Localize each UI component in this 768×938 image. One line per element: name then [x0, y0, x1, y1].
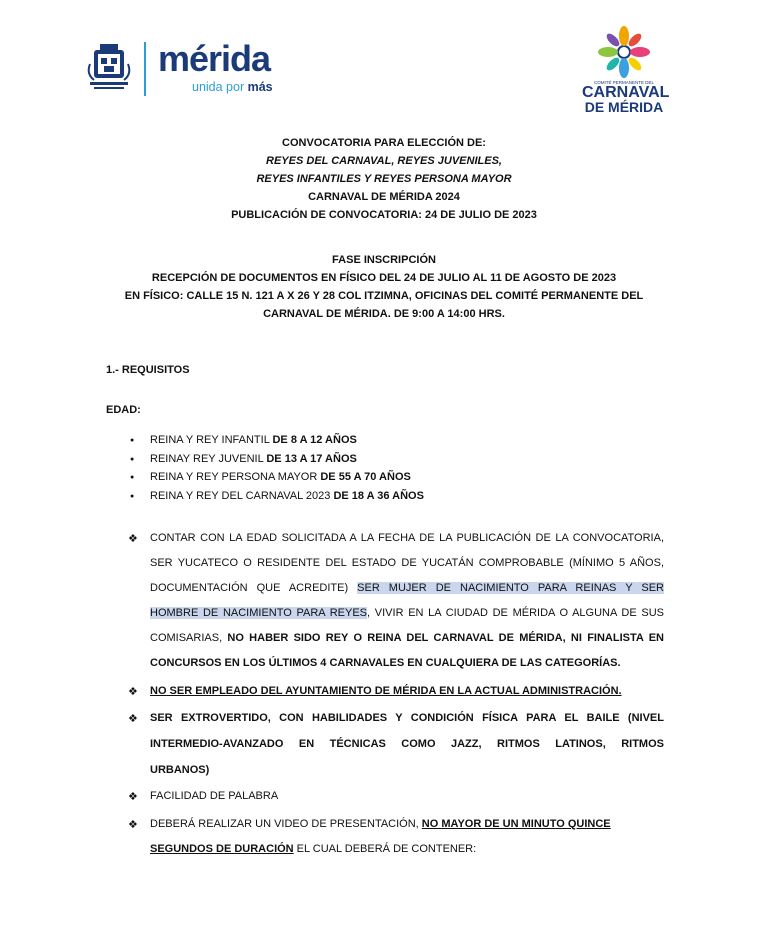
diamond-bullet-icon: ❖	[128, 791, 138, 803]
req1-line-5: COMISARIAS, NO HABER SIDO REY O REINA DEL CARNAVAL DE MÉRIDA, NI FINALISTA EN	[150, 632, 664, 644]
list-item: ● REINA Y REY DEL CARNAVAL 2023 DE 18 A 36 AÑOS	[130, 490, 424, 509]
req1-line-6: CONCURSOS EN LOS ÚLTIMOS 4 CARNAVALES EN CUALQUIERA DE LAS CATEGORÍAS.	[150, 657, 621, 669]
section-heading: 1.- REQUISITOS	[106, 364, 190, 376]
req1-line-1: CONTAR CON LA EDAD SOLICITADA A LA FECHA DE LA PUBLICACIÓN DE LA CONVOCATORIA,	[150, 532, 664, 544]
title-line-4: CARNAVAL DE MÉRIDA 2024	[308, 191, 460, 203]
fase-line-4: CARNAVAL DE MÉRIDA. DE 9:00 A 14:00 HRS.	[263, 308, 505, 320]
req1-line-4: HOMBRE DE NACIMIENTO PARA REYES, VIVIR EN LA CIUDAD DE MÉRIDA O ALGUNA DE SUS	[150, 607, 665, 619]
logo-divider	[144, 42, 146, 96]
fase-line-2: RECEPCIÓN DE DOCUMENTOS EN FÍSICO DEL 24 DE JULIO AL 11 DE AGOSTO DE 2023	[151, 272, 617, 284]
req5-line-2: SEGUNDOS DE DURACIÓN EL CUAL DEBERÁ DE CONTENER:	[150, 843, 477, 855]
carnaval-logo	[582, 26, 670, 122]
diamond-bullet-icon: ❖	[128, 533, 138, 545]
diamond-bullet-icon: ❖	[128, 819, 138, 831]
carnaval-flower-icon	[594, 26, 654, 78]
merida-wordmark: mérida	[158, 38, 271, 79]
carnaval-logo-title: CARNAVAL	[582, 84, 670, 101]
carnaval-logo-committee: COMITÉ PERMANENTE DEL	[593, 80, 654, 85]
req5-line-1: DEBERÁ REALIZAR UN VIDEO DE PRESENTACIÓN, NO MAYOR DE UN MINUTO QUINCE	[150, 818, 611, 830]
req3-line-2: INTERMEDIO-AVANZADO EN TÉCNICAS COMO JAZZ, RITMOS LATINOS, RITMOS	[150, 738, 664, 750]
diamond-bullet-icon: ❖	[128, 686, 138, 698]
req1-line-3: DOCUMENTACIÓN QUE ACREDITE) SER MUJER DE NACIMIENTO PARA REINAS Y SER	[150, 582, 664, 594]
list-item: ● REINA Y REY INFANTIL DE 8 A 12 AÑOS	[130, 434, 424, 453]
carnaval-logo-subtitle: DE MÉRIDA	[584, 99, 664, 115]
list-item: ● REINA Y REY PERSONA MAYOR DE 55 A 70 AÑOS	[130, 471, 424, 490]
req3-line-1: SER EXTROVERTIDO, CON HABILIDADES Y CONDICIÓN FÍSICA PARA EL BAILE (NIVEL	[150, 712, 664, 724]
diamond-bullet-icon: ❖	[128, 713, 138, 725]
title-line-5: PUBLICACIÓN DE CONVOCATORIA: 24 DE JULIO DE 2023	[231, 209, 537, 221]
fase-line-1: FASE INSCRIPCIÓN	[332, 254, 436, 266]
req4-text: FACILIDAD DE PALABRA	[150, 790, 279, 802]
edad-label: EDAD:	[106, 404, 141, 416]
req1-line-2: SER YUCATECO O RESIDENTE DEL ESTADO DE YUCATÁN COMPROBABLE (MÍNIMO 5 AÑOS,	[150, 557, 664, 569]
age-list	[130, 434, 424, 508]
list-item: ● REINAY REY JUVENIL DE 13 A 17 AÑOS	[130, 453, 424, 472]
title-line-1: CONVOCATORIA PARA ELECCIÓN DE:	[282, 137, 486, 149]
city-seal-icon	[86, 44, 132, 92]
merida-tagline: unida por más	[192, 80, 273, 94]
title-line-3: REYES INFANTILES Y REYES PERSONA MAYOR	[256, 173, 512, 185]
req3-line-3: URBANOS)	[150, 764, 210, 776]
fase-line-3: EN FÍSICO: CALLE 15 N. 121 A X 26 Y 28 COL ITZIMNA, OFICINAS DEL COMITÉ PERMANENTE DEL	[124, 290, 644, 302]
merida-logo	[86, 40, 286, 100]
req2-text: NO SER EMPLEADO DEL AYUNTAMIENTO DE MÉRIDA EN LA ACTUAL ADMINISTRACIÓN.	[150, 685, 622, 697]
title-line-2: REYES DEL CARNAVAL, REYES JUVENILES,	[266, 155, 502, 167]
